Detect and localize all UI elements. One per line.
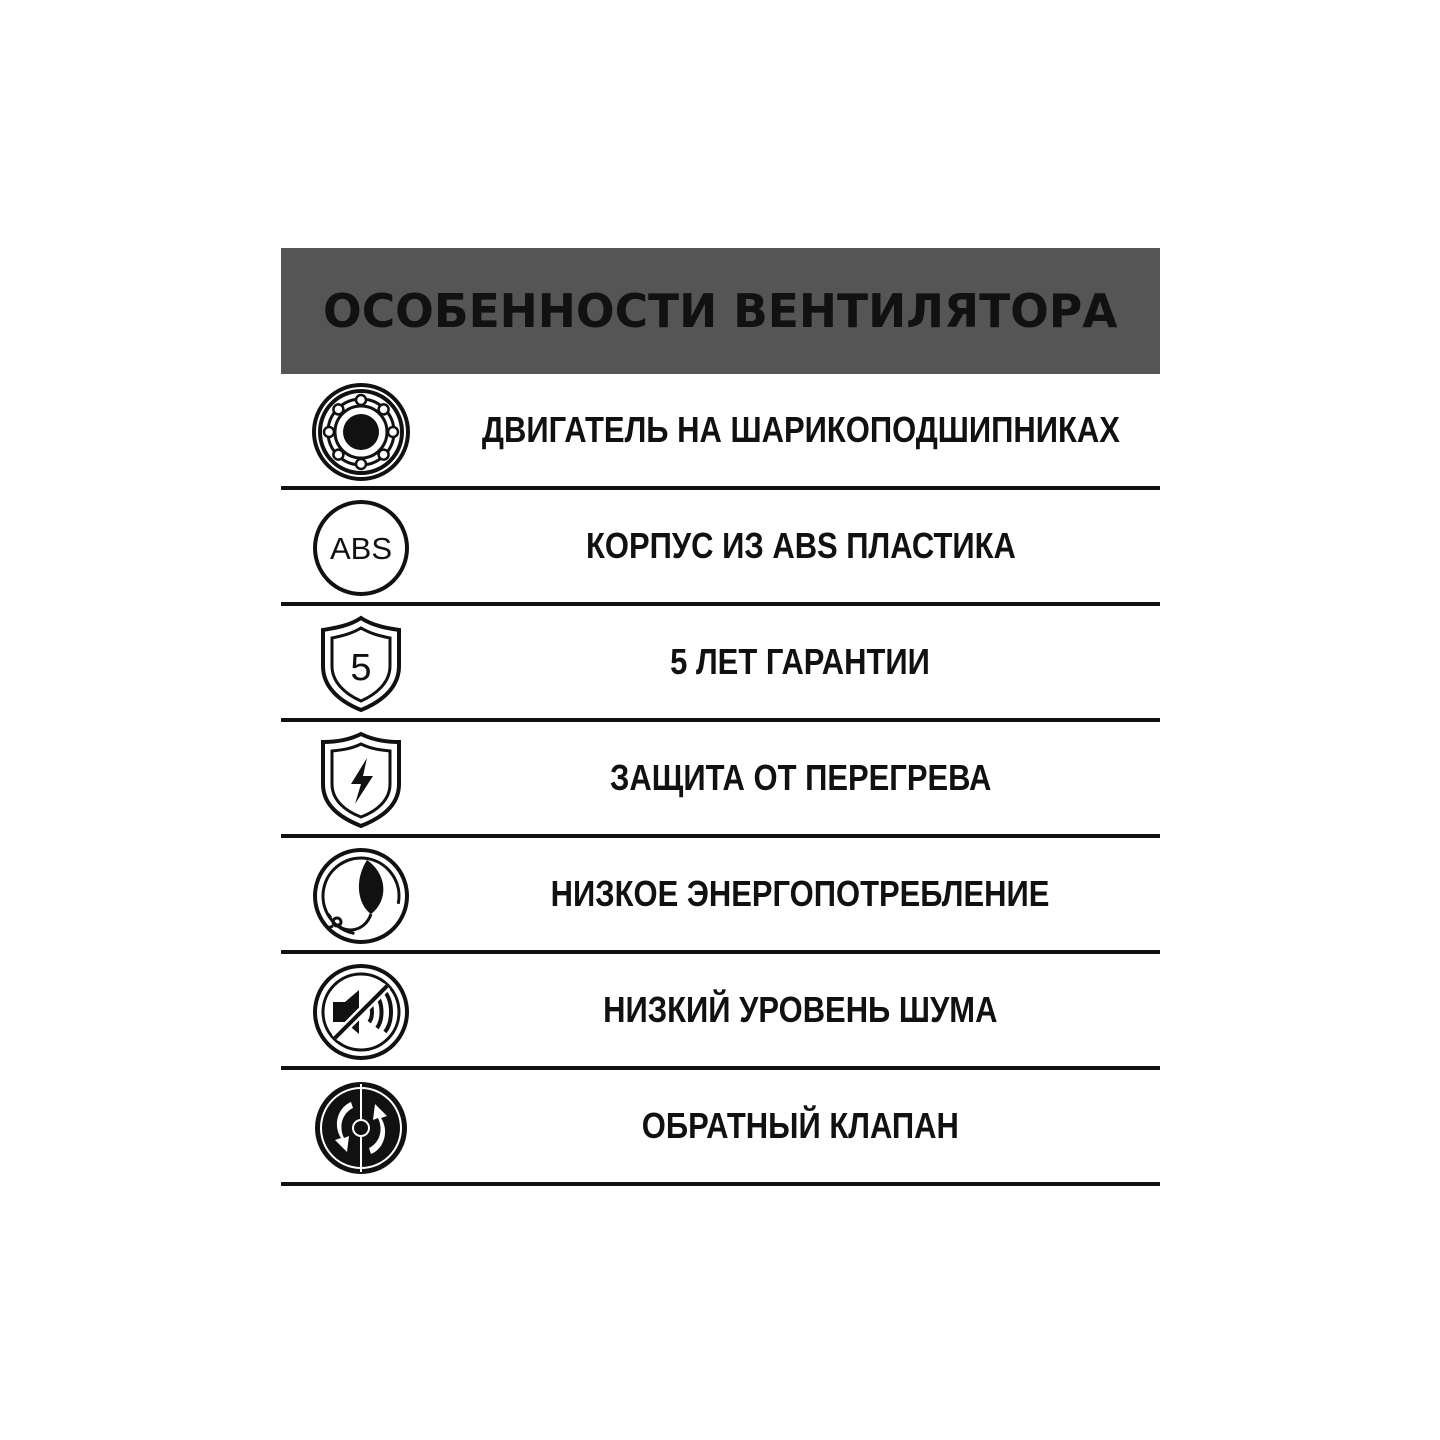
shield-5-text: 5 (350, 647, 372, 689)
page-title: ОСОБЕННОСТИ ВЕНТИЛЯТОРА (323, 284, 1118, 338)
feature-label: ДВИГАТЕЛЬ НА ШАРИКОПОДШИПНИКАХ (481, 409, 1120, 450)
feature-row (281, 606, 1160, 722)
feature-label: 5 ЛЕТ ГАРАНТИИ (670, 641, 931, 682)
abs-icon (311, 498, 411, 598)
feature-row (281, 954, 1160, 1070)
feature-row (281, 722, 1160, 838)
feature-label: НИЗКИЙ УРОВЕНЬ ШУМА (603, 989, 998, 1030)
feature-label: ОБРАТНЫЙ КЛАПАН (641, 1105, 960, 1146)
check-valve-icon (311, 1078, 411, 1178)
feature-row (281, 374, 1160, 490)
muted-speaker-icon (311, 962, 411, 1062)
feature-label: КОРПУС ИЗ ABS ПЛАСТИКА (585, 525, 1016, 566)
feature-label: НИЗКОЕ ЭНЕРГОПОТРЕБЛЕНИЕ (551, 873, 1050, 914)
abs-icon-text: ABS (329, 531, 393, 566)
feature-row (281, 490, 1160, 606)
eco-leaf-plug-icon (311, 846, 411, 946)
features-panel (281, 248, 1160, 1186)
shield-lightning-icon (311, 730, 411, 830)
header-bar (281, 248, 1160, 374)
feature-label: ЗАЩИТА ОТ ПЕРЕГРЕВА (609, 757, 992, 798)
ball-bearing-icon (311, 382, 411, 482)
shield-5-icon (311, 614, 411, 714)
feature-row (281, 1070, 1160, 1186)
feature-row (281, 838, 1160, 954)
